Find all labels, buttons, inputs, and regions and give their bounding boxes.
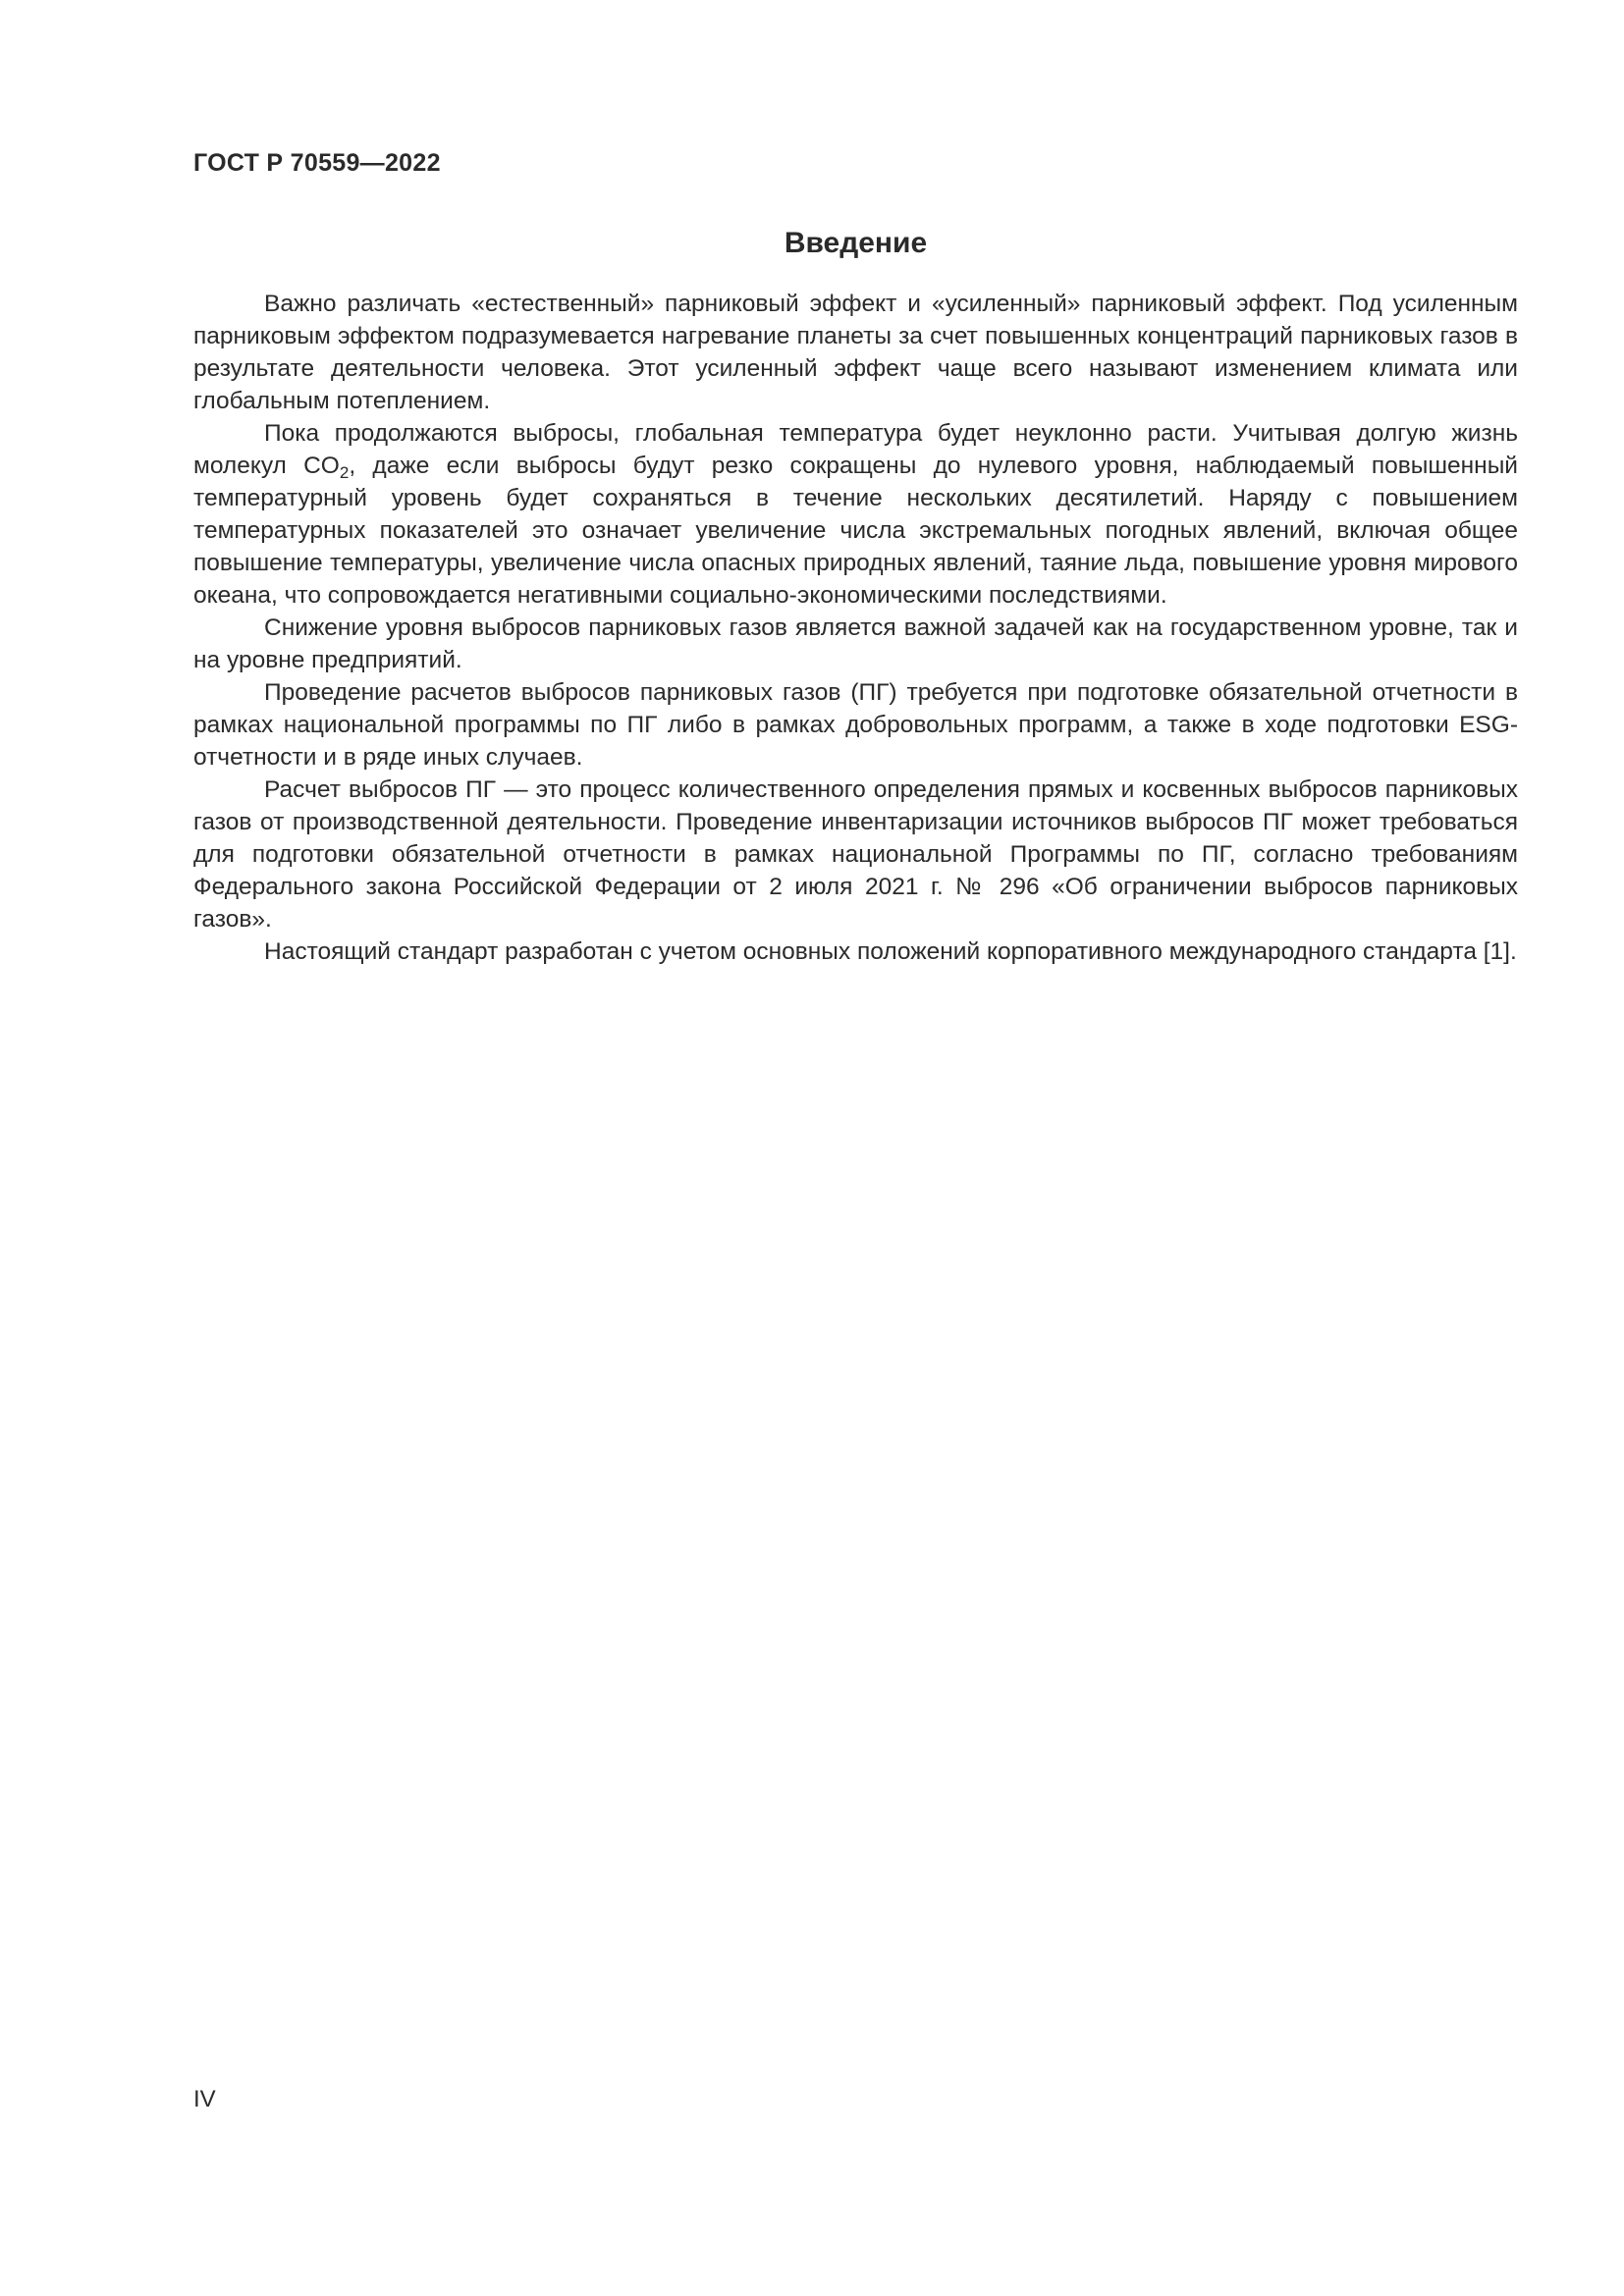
page-number: IV: [193, 2086, 216, 2112]
co2-subscript: 2: [339, 463, 350, 482]
paragraph-1: Важно различать «естественный» парниковый эффект и «усиленный» парниковый эффект. Под усиленным парниковым эффектом подразумевается нагревание планеты за счет повышенных концентраций парниковых газов в результате деятельности человека. Этот усиленный эффект чаще всего называют изменением климата или глобальным потеплением.: [193, 291, 1518, 414]
paragraph-6: Настоящий стандарт разработан с учетом основных положений корпоративного международного стандарта [1].: [264, 938, 1517, 965]
introduction-body: [193, 288, 1518, 968]
paragraph-2: [193, 417, 1518, 612]
paragraph-4: Проведение расчетов выбросов парниковых газов (ПГ) требуется при подготовке обязательной отчетности в рамках национальной программы по ПГ либо в рамках добровольных программ, а также в ходе подготовки ESG-отчетности и в ряде иных случаев.: [193, 679, 1518, 771]
paragraph-5: Расчет выбросов ПГ — это процесс количественного определения прямых и косвенных выбросов парниковых газов от производственной деятельности. Проведение инвентаризации источников выбросов ПГ может требоваться для подготовки обязательной отчетности в рамках национальной Программы по ПГ, согласно требованиям Федерального закона Российской Федерации от 2 июля 2021 г. № 296 «Об ограничении выбросов парниковых газов».: [193, 776, 1518, 933]
paragraph-2-start: Пока продолжаются выбросы, глобальная температура будет неуклонно расти. Учитывая долгую жизнь молекул CO: [193, 420, 1518, 479]
paragraph-3: Снижение уровня выбросов парниковых газов является важной задачей как на государственном уровне, так и на уровне предприятий.: [193, 614, 1518, 673]
document-code: ГОСТ Р 70559—2022: [193, 149, 441, 177]
paragraph-2-end: , даже если выбросы будут резко сокращены до нулевого уровня, наблюдаемый повышенный температурный уровень будет сохраняться в течение нескольких десятилетий. Наряду с повышением температурных показателей это означает увеличение числа экстремальных погодных явлений, включая общее повышение температуры, увеличение числа опасных природных явлений, таяние льда, повышение уровня мирового океана, что сопровождается негативными социально-экономическими последствиями.: [193, 453, 1518, 609]
section-title: Введение: [784, 227, 928, 259]
